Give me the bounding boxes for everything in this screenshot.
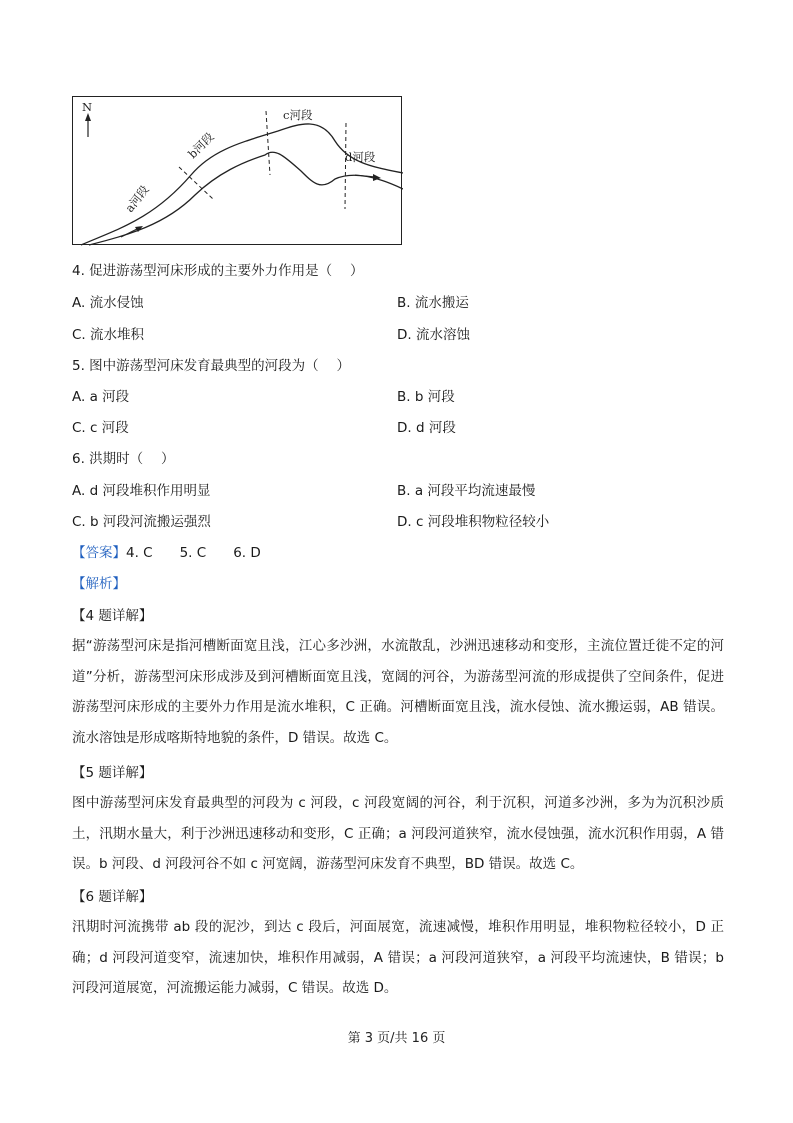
q4-option-c[interactable]: C. 流水堆积 [72,327,145,343]
detail-5-title: 【5 题详解】 [72,765,153,781]
river-map-figure [72,96,402,245]
q5-option-c[interactable]: C. c 河段 [72,420,129,436]
label-a-section: a河段 [122,182,152,215]
q4-option-a[interactable]: A. 流水侵蚀 [72,295,144,311]
detail-6-title: 【6 题详解】 [72,889,153,905]
q5-option-a[interactable]: A. a 河段 [72,389,130,405]
answer-text: 4. C 5. C 6. D [126,545,261,561]
detail-6-text: 汛期时河流携带 ab 段的泥沙，到达 c 段后，河面展宽，流速减慢，堆积作用明显，堆积物粒径较小，D 正确；d 河段河道变窄，流速加快，堆积作用减弱，A 错误；a 河段河道狭窄，a 河段平均流速快，B 错误；b 河段河道展宽，河流搬运能力减弱，C 错误。故选 D。 [72,919,724,997]
detail-4-text: 据“游荡型河床是指河槽断面宽且浅，江心多沙洲，水流散乱，沙洲迅速移动和变形，主流位置迁徙不定的河道”分析，游荡型河床形成涉及到河槽断面宽且浅，宽阔的河谷，为游荡型河流的形成提供了空间条件，促进游荡型河床形成的主要外力作用是流水堆积，C 正确。河槽断面宽且浅，流水侵蚀、流水搬运弱，AB 错误。流水溶蚀是形成喀斯特地貌的条件，D 错误。故选 C。 [72,638,724,746]
answer-line [72,543,261,563]
q5-option-d[interactable]: D. d 河段 [397,420,456,436]
q6-option-c[interactable]: C. b 河段河流搬运强烈 [72,514,211,530]
river-north-bank [81,124,403,245]
label-d-section: d河段 [345,150,376,164]
analysis-label: 【解析】 [72,576,126,592]
page-footer: 第 3 页/共 16 页 [347,1031,446,1046]
q6-option-a[interactable]: A. d 河段堆积作用明显 [72,483,211,499]
question-4-stem: 4. 促进游荡型河床形成的主要外力作用是（ ） [72,263,364,279]
q6-option-b[interactable]: B. a 河段平均流速最慢 [397,483,536,499]
question-6-stem: 6. 洪期时（ ） [72,451,175,467]
detail-5-text: 图中游荡型河床发育最典型的河段为 c 河段，c 河段宽阔的河谷，利于沉积，河道多沙洲，多为为沉积沙质土，汛期水量大，利于沙洲迅速移动和变形，C 正确；a 河段河道狭窄，流水侵蚀强，流水沉积作用弱，A 错误。b 河段、d 河段河谷不如 c 河宽阔，游荡型河床发育不典型，BD 错误。故选 C。 [72,795,724,873]
detail-4-title: 【4 题详解】 [72,608,153,624]
flow-arrow-a-shaft [121,228,139,237]
q4-option-d[interactable]: D. 流水溶蚀 [397,327,470,343]
question-5-stem: 5. 图中游荡型河床发育最典型的河段为（ ） [72,358,350,374]
q6-option-d[interactable]: D. c 河段堆积物粒径较小 [397,514,550,530]
q5-option-b[interactable]: B. b 河段 [397,389,455,405]
north-arrow-icon [85,113,91,121]
divider-bc [266,111,270,175]
north-label: N [82,100,93,114]
q4-option-b[interactable]: B. 流水搬运 [397,295,469,311]
divider-cd [345,123,346,209]
answer-label: 【答案】 [72,545,126,561]
label-b-section: b河段 [185,129,217,162]
river-map-svg [73,97,403,246]
label-c-section: c河段 [283,108,313,122]
